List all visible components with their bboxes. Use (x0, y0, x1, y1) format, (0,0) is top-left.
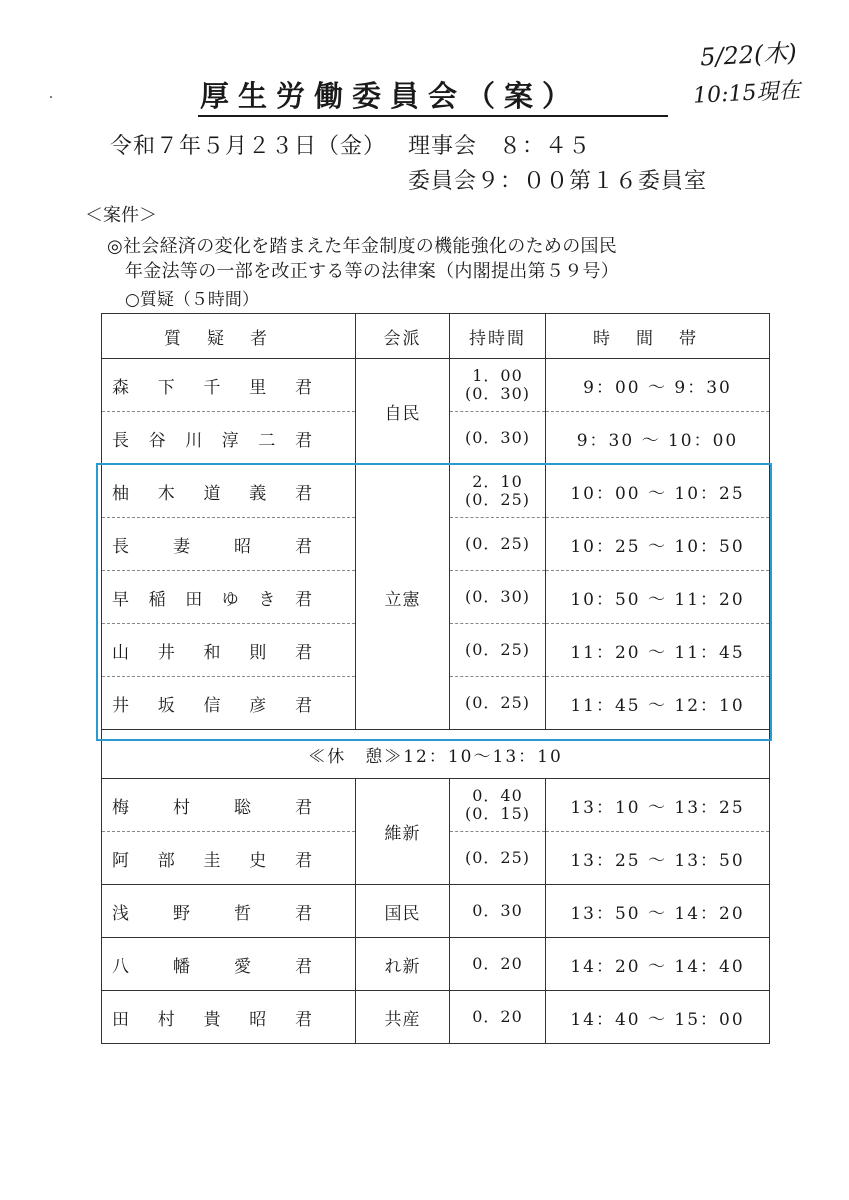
allocated-time (450, 832, 546, 885)
questioner-name-text: 田村貴昭君 (112, 1009, 312, 1030)
allocated-time-individual: (0．25) (464, 490, 531, 509)
header-alloc: 持時間 (450, 314, 546, 359)
allocated-time (450, 938, 546, 991)
allocated-time (450, 991, 546, 1044)
questioning-schedule-table (101, 313, 770, 1044)
questioner-name-text: 阿部圭史君 (112, 850, 312, 871)
allocated-time (450, 518, 546, 571)
time-slot: 11：45 ～ 12：10 (546, 677, 770, 730)
questioner-name (102, 779, 356, 832)
time-slot: 10：00 ～ 10：25 (546, 465, 770, 518)
allocated-time (450, 465, 546, 518)
header-party: 会派 (356, 314, 450, 359)
header-slot: 時間帯 (546, 314, 770, 359)
party-cell: 自民 (356, 359, 450, 465)
questioner-name (102, 412, 356, 465)
questioning-label: ○質疑（５時間） (125, 290, 259, 310)
allocated-time-individual: (0．25) (464, 534, 531, 553)
questioner-name (102, 885, 356, 938)
time-slot: 14：40 ～ 15：00 (546, 991, 770, 1044)
break-row (102, 730, 770, 779)
questioner-name (102, 624, 356, 677)
allocated-time-individual: (0．25) (464, 848, 531, 867)
questioner-name-text: 柚木道義君 (112, 483, 312, 504)
allocated-time-individual: (0．25) (464, 640, 531, 659)
allocated-time (450, 412, 546, 465)
questioner-name (102, 832, 356, 885)
break-label: ≪休 憩≫12：10～13：10 (102, 730, 770, 779)
allocated-time-individual: (0．15) (464, 804, 531, 823)
allocated-time (450, 677, 546, 730)
table-row (102, 991, 770, 1044)
document-title: 厚生労働委員会（案） (200, 79, 581, 113)
party-cell: れ新 (356, 938, 450, 991)
questioner-name (102, 465, 356, 518)
allocated-time-total: 1．00 (472, 366, 523, 385)
table-row (102, 938, 770, 991)
time-slot: 14：20 ～ 14：40 (546, 938, 770, 991)
table-row (102, 465, 770, 518)
scan-speck (50, 96, 52, 98)
time-slot: 9：00 ～ 9：30 (546, 359, 770, 412)
time-slot: 9：30 ～ 10：00 (546, 412, 770, 465)
header-questioner: 質疑者 (102, 314, 356, 359)
questioner-name-text: 森下千里君 (112, 377, 312, 398)
allocated-time (450, 359, 546, 412)
questioner-name-text: 梅村聡君 (112, 797, 312, 818)
party-cell: 共産 (356, 991, 450, 1044)
questioner-name-text: 長谷川淳二君 (112, 430, 312, 451)
time-slot: 10：25 ～ 10：50 (546, 518, 770, 571)
allocated-time-individual: (0．25) (464, 693, 531, 712)
allocated-time-individual: (0．30) (464, 384, 531, 403)
allocated-time (450, 624, 546, 677)
committee-room: 第１６委員室 (569, 169, 708, 194)
questioner-name (102, 359, 356, 412)
questioner-name-text: 井坂信彦君 (112, 695, 312, 716)
time-slot: 13：25 ～ 13：50 (546, 832, 770, 885)
time-slot: 10：50 ～ 11：20 (546, 571, 770, 624)
time-slot: 11：20 ～ 11：45 (546, 624, 770, 677)
bill-title-line-2: 年金法等の一部を改正する等の法律案（内閣提出第５９号） (125, 261, 620, 282)
title-underline (198, 115, 668, 117)
allocated-time-total: 2．10 (472, 472, 523, 491)
committee-time: ９：００ (477, 169, 570, 194)
questioner-name (102, 677, 356, 730)
questioner-name-text: 浅野哲君 (112, 903, 312, 924)
allocated-time-total: 0．20 (472, 1007, 523, 1026)
committee-label: 委員会 (408, 169, 478, 194)
table-row (102, 359, 770, 412)
board-label: 理事会 (408, 134, 478, 159)
questioner-name (102, 938, 356, 991)
questioner-name-text: 長妻昭君 (112, 536, 312, 557)
party-cell: 維新 (356, 779, 450, 885)
committee-line (408, 167, 707, 197)
questioner-name-text: 早稲田ゆき君 (112, 589, 312, 610)
handwritten-date-note: 5/22(木) (699, 38, 798, 72)
questioner-name (102, 571, 356, 624)
table-row (102, 885, 770, 938)
allocated-time-total: 0．30 (472, 901, 523, 920)
table-header-row (102, 314, 770, 359)
allocated-time (450, 779, 546, 832)
questioner-name (102, 991, 356, 1044)
meeting-date-line (110, 132, 591, 162)
allocated-time (450, 885, 546, 938)
party-cell: 立憲 (356, 465, 450, 730)
questioner-name-text: 八幡愛君 (112, 956, 312, 977)
agenda-label: ＜案件＞ (85, 205, 157, 226)
table-row (102, 779, 770, 832)
time-slot: 13：10 ～ 13：25 (546, 779, 770, 832)
allocated-time (450, 571, 546, 624)
allocated-time-total: 0．20 (472, 954, 523, 973)
allocated-time-individual: (0．30) (464, 428, 531, 447)
time-slot: 13：50 ～ 14：20 (546, 885, 770, 938)
questioner-name-text: 山井和則君 (112, 642, 312, 663)
handwritten-time-note: 10:15現在 (692, 78, 802, 109)
board-time: ８：４５ (499, 134, 592, 159)
allocated-time-individual: (0．30) (464, 587, 531, 606)
questioner-name (102, 518, 356, 571)
party-cell: 国民 (356, 885, 450, 938)
meeting-date: 令和７年５月２３日（金） (110, 134, 387, 159)
allocated-time-total: 0．40 (472, 786, 523, 805)
bill-title-line-1: ◎社会経済の変化を踏まえた年金制度の機能強化のための国民 (107, 236, 618, 257)
